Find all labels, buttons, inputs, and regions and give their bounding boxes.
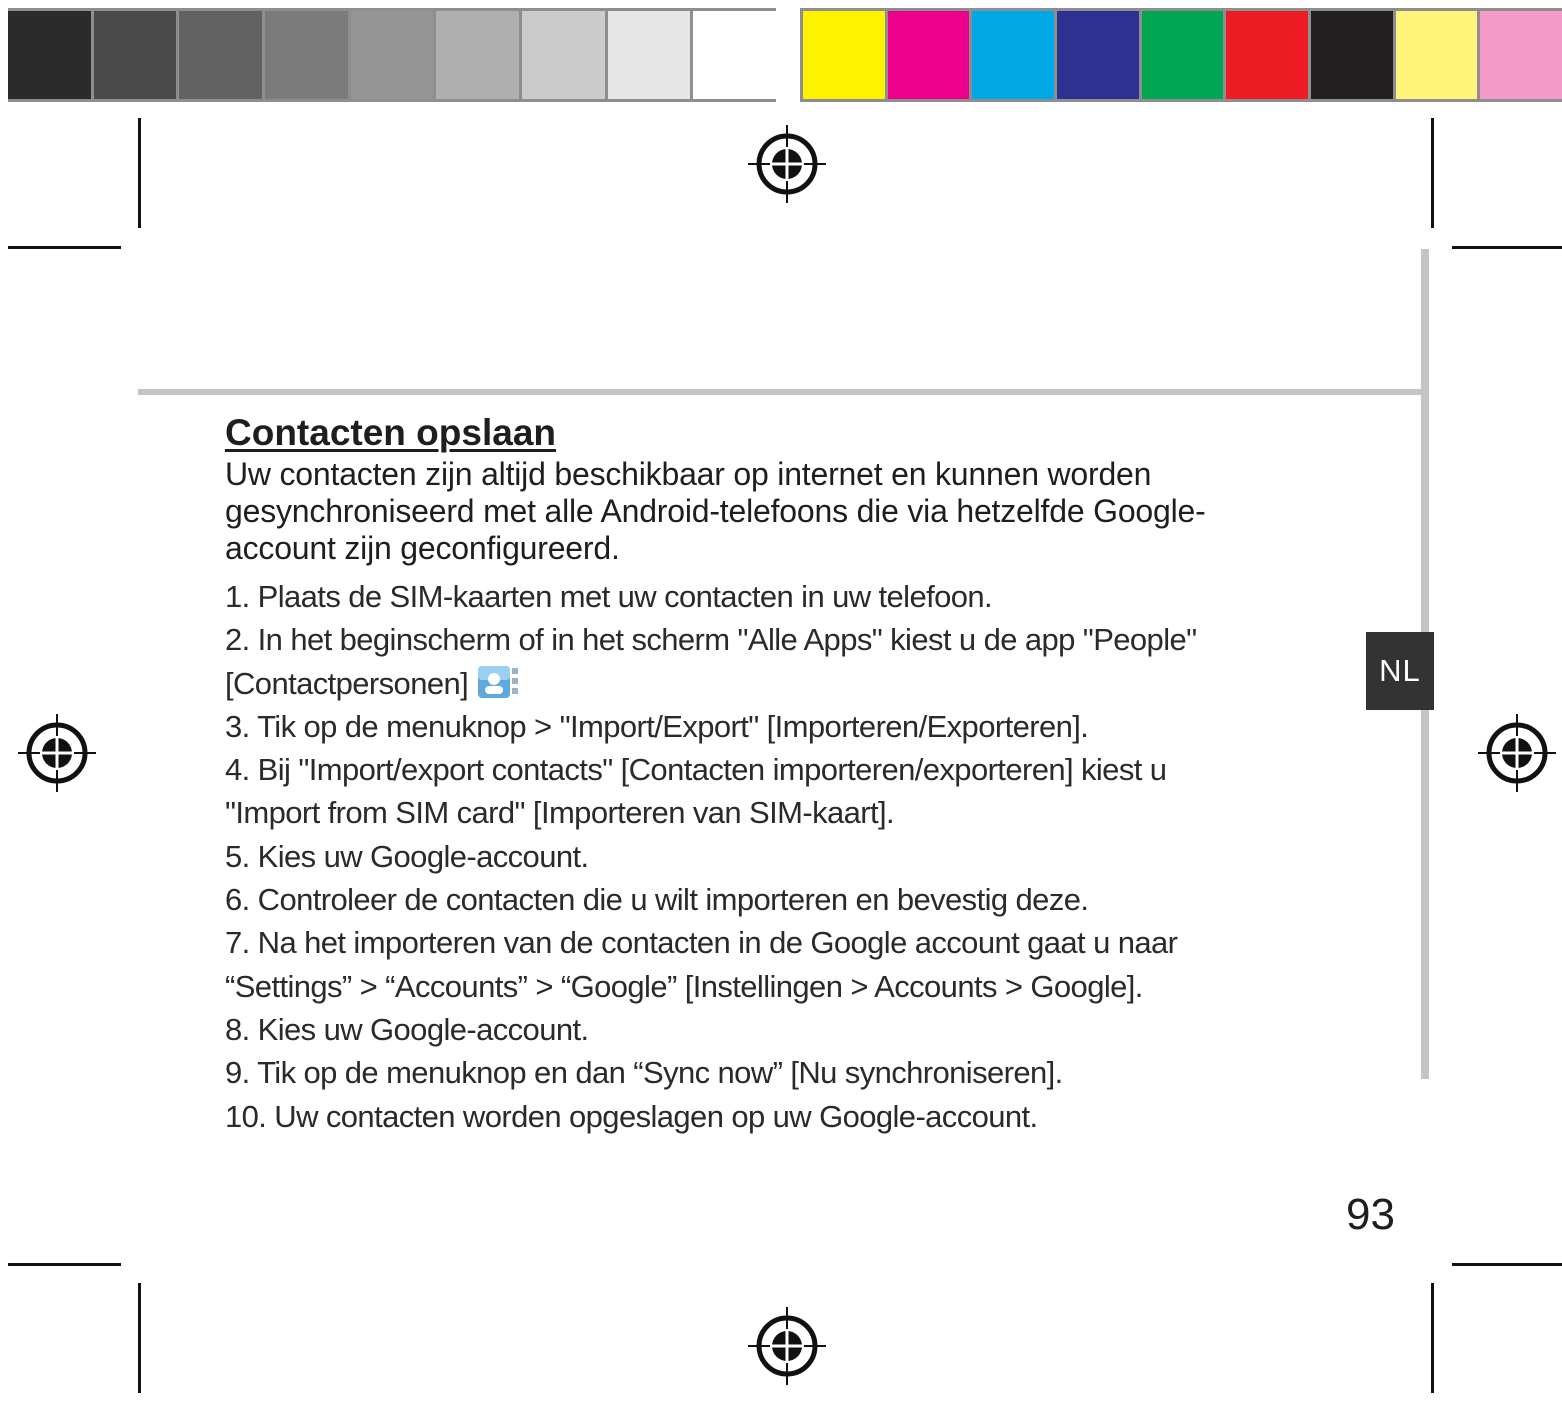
grayscale-calibration-bar [8, 8, 776, 102]
section-title: Contacten opslaan [225, 412, 556, 453]
crop-mark-bottom-left-vertical [138, 1283, 141, 1393]
gray-swatch [693, 11, 776, 99]
crop-mark-top-right-horizontal [1452, 246, 1562, 249]
step-item: “Settings” > “Accounts” > “Google” [Instellingen > Accounts > Google]. [225, 968, 1143, 1004]
step-item: 1. Plaats de SIM-kaarten met uw contacten in uw telefoon. [225, 579, 993, 614]
page-number: 93 [1346, 1190, 1395, 1239]
step-item: 5. Kies uw Google-account. [225, 838, 589, 874]
registration-target-icon [748, 125, 826, 203]
color-swatch [1057, 11, 1142, 99]
gray-swatch [265, 11, 351, 99]
registration-target-icon [748, 1307, 826, 1385]
step-item: 6. Controleer de contacten die u wilt importeren en bevestig deze. [225, 882, 1089, 918]
gray-swatch [8, 11, 94, 99]
step-item: "Import from SIM card" [Importeren van SIM-kaart]. [225, 795, 895, 831]
intro-line: Uw contacten zijn altijd beschikbaar op internet en kunnen worden [225, 456, 1152, 492]
color-swatch [1226, 11, 1311, 99]
step-item: 4. Bij "Import/export contacts" [Contacten importeren/exporteren] kiest u [225, 752, 1167, 788]
step-item: 8. Kies uw Google-account. [225, 1011, 589, 1047]
people-app-icon [476, 662, 522, 702]
step-text: [Contactpersonen] [225, 665, 469, 701]
color-swatch [1311, 11, 1396, 99]
crop-mark-bottom-left-horizontal [8, 1263, 121, 1266]
step-item: 7. Na het importeren van de contacten in de Google account gaat u naar [225, 925, 1178, 961]
color-swatch [803, 11, 888, 99]
crop-mark-top-right-vertical [1431, 118, 1434, 228]
crop-mark-top-left-horizontal [8, 246, 121, 249]
intro-line: account zijn geconfigureerd. [225, 530, 620, 566]
color-calibration-bar [800, 8, 1562, 102]
color-swatch [1396, 11, 1481, 99]
registration-target-icon [1478, 714, 1556, 792]
gray-swatch [94, 11, 180, 99]
color-swatch [972, 11, 1057, 99]
gray-swatch [522, 11, 608, 99]
step-item: 9. Tik op de menuknop en dan “Sync now” [Nu synchroniseren]. [225, 1055, 1063, 1091]
gray-swatch [436, 11, 522, 99]
crop-mark-bottom-right-horizontal [1452, 1263, 1562, 1266]
gray-swatch [351, 11, 437, 99]
steps-list [225, 575, 1365, 1138]
gray-swatch [608, 11, 694, 99]
color-swatch [888, 11, 973, 99]
registration-target-icon [18, 714, 96, 792]
crop-mark-top-left-vertical [138, 118, 141, 228]
gray-swatch [179, 11, 265, 99]
step-item [225, 662, 1365, 705]
intro-line: gesynchroniseerd met alle Android-telefoons die via hetzelfde Google- [225, 493, 1206, 529]
step-item: 2. In het beginscherm of in het scherm "Alle Apps" kiest u de app "People" [225, 622, 1197, 658]
step-item: 3. Tik op de menuknop > "Import/Export" [Importeren/Exporteren]. [225, 708, 1089, 744]
crop-mark-bottom-right-vertical [1431, 1283, 1434, 1393]
color-swatch [1480, 11, 1562, 99]
main-content [225, 410, 1365, 1138]
header-divider [138, 389, 1426, 395]
intro-paragraph [225, 456, 1365, 567]
color-swatch [1142, 11, 1227, 99]
language-tab: NL [1366, 632, 1434, 710]
step-item: 10. Uw contacten worden opgeslagen op uw Google-account. [225, 1098, 1038, 1134]
